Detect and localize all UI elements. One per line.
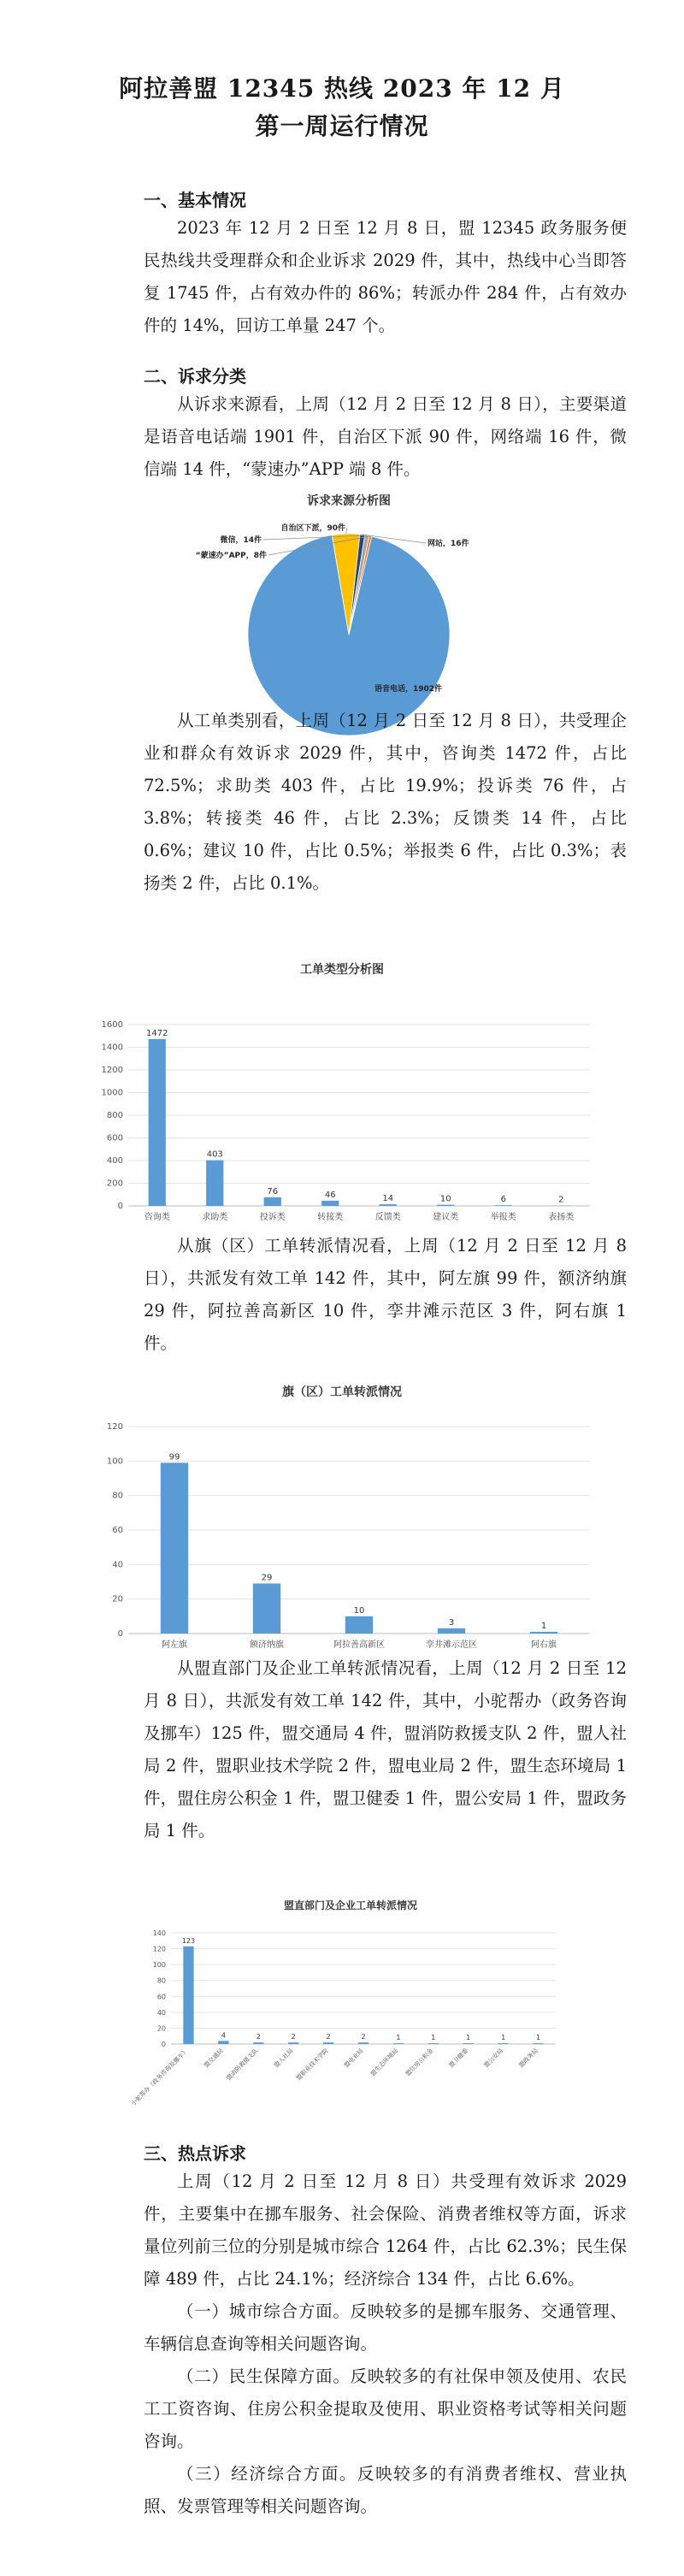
x-category-label: 盟政务局 — [517, 2047, 540, 2070]
y-tick-label: 140 — [152, 1929, 166, 1937]
section2-heading: 二、诉求分类 — [144, 366, 246, 387]
pie-data-label: 微信，14件 — [220, 536, 262, 545]
bar-chart-title: 旗（区）工单转派情况 — [282, 1385, 402, 1399]
x-category-label: 盟卫健委 — [447, 2047, 470, 2070]
y-tick-label: 40 — [112, 1560, 123, 1570]
bar — [288, 2042, 298, 2044]
bar — [161, 1462, 188, 1634]
x-category-label: 表扬类 — [548, 1213, 575, 1222]
x-category-label: 阿拉善高新区 — [333, 1640, 385, 1650]
doc-title-line2: 第一周运行情况 — [255, 112, 429, 140]
bar-chart-title: 工单类型分析图 — [300, 963, 384, 977]
section3-paragraph-economy: （三）经济综合方面。反映较多的有消费者维权、营业执照、发票管理等相关问题咨询。 — [144, 2464, 627, 2516]
bar-data-label: 123 — [181, 1936, 196, 1945]
x-category-label: 建议类 — [433, 1213, 459, 1222]
bar-data-label: 10 — [439, 1194, 451, 1204]
pie-data-label: 自治区下派，90件 — [280, 524, 345, 533]
bar — [380, 1204, 397, 1206]
y-tick-label: 60 — [112, 1526, 123, 1535]
x-category-label: 举报类 — [490, 1213, 516, 1222]
bar-data-label: 46 — [324, 1190, 336, 1200]
bar-data-label: 1 — [540, 1621, 547, 1631]
district-dispatch-bar-chart — [86, 1377, 598, 1659]
bar-data-label: 1 — [396, 2034, 401, 2042]
x-category-label: 盟电业局 — [342, 2047, 365, 2070]
pie-data-label: 网站，16件 — [428, 540, 469, 548]
bar-data-label: 403 — [206, 1149, 223, 1160]
x-category-label: 阿右旗 — [531, 1640, 557, 1650]
bar-data-label: 99 — [168, 1452, 180, 1462]
x-category-label: 盟职业技术学院 — [295, 2047, 330, 2083]
y-tick-label: 120 — [106, 1422, 123, 1432]
bar-data-label: 2 — [361, 2033, 366, 2041]
section1-paragraph: 2023 年 12 月 2 日至 12 月 8 日，盟 12345 政务服务便民热线共受理群众和企业诉求 2029 件，其中，热线中心当即答复 1745 件，占有效办件的 86%；转派办件 284 件，占有效办件的 14%，回访工单量 247 个。 — [144, 218, 627, 335]
bar-data-label: 1 — [501, 2034, 506, 2042]
x-category-label: 盟生态环境局 — [369, 2047, 400, 2078]
section3-paragraph-summary: 上周（12 月 2 日至 12 月 8 日）共受理有效诉求 2029 件，主要集中在挪车服务、社会保险、消费者维权等方面，诉求量位列前三位的分别是城市综合 1264 件，占比 62.3%；民生保障 489 件，占比 24.1%；经济综合 134 件，占比 6.6%。 — [144, 2171, 627, 2289]
bar — [321, 1201, 339, 1206]
pie-data-label: 语音电话，1902件 — [374, 685, 443, 694]
bar-chart-title: 盟直部门及企业工单转派情况 — [283, 1900, 418, 1911]
bar-data-label: 29 — [261, 1573, 273, 1583]
pie-chart-title: 诉求来源分析图 — [307, 494, 391, 508]
bar-data-label: 2 — [558, 1195, 564, 1205]
x-category-label: 转接类 — [317, 1213, 344, 1222]
y-tick-label: 200 — [106, 1179, 123, 1189]
bar-data-label: 10 — [353, 1605, 365, 1616]
x-category-label: 盟人社局 — [273, 2047, 295, 2070]
bar-data-label: 6 — [500, 1195, 506, 1205]
bar — [264, 1197, 281, 1206]
y-tick-label: 120 — [152, 1945, 166, 1953]
bar — [428, 2043, 439, 2044]
bar-data-label: 2 — [326, 2033, 331, 2041]
x-category-label: 盟公安局 — [482, 2047, 505, 2070]
y-tick-label: 600 — [106, 1133, 123, 1143]
x-category-label: 额济纳旗 — [250, 1640, 284, 1650]
bar-data-label: 3 — [448, 1617, 455, 1628]
y-tick-label: 20 — [156, 2024, 166, 2033]
bar — [183, 1947, 193, 2044]
section2-paragraph-type: 从工单类别看，上周（12 月 2 日至 12 月 8 日），共受理企业和群众有效诉求 2029 件，其中，咨询类 1472 件，占比 72.5%；求助类 403 件，占比 19.9%；投诉类 76 件，占 3.8%；转接类 46 件，占比 2.3%；反馈类 14 件，占比 0.6%；建议 10 件，占比 0.5%；举报类 6 件，占比 0.3%；表扬类 2 件，占比 0.1%。 — [144, 711, 627, 893]
y-tick-label: 1400 — [101, 1043, 123, 1053]
bar — [218, 2041, 228, 2044]
y-tick-label: 80 — [112, 1491, 123, 1501]
bar — [495, 1205, 512, 1206]
x-category-label: 投诉类 — [259, 1213, 286, 1222]
x-category-label: 盟住房公积金 — [404, 2047, 435, 2078]
x-category-label: 盟消防救援支队 — [225, 2047, 260, 2083]
bar-data-label: 4 — [221, 2031, 226, 2040]
bar — [358, 2042, 369, 2044]
y-tick-label: 0 — [161, 2041, 166, 2048]
bar — [253, 1584, 280, 1634]
bar — [530, 1632, 557, 1634]
section2-paragraph-source: 从诉求来源看，上周（12 月 2 日至 12 月 8 日），主要渠道是语音电话端 1901 件，自治区下派 90 件，网络端 16 件，微信端 14 件，“蒙速办”APP 端 8 件。 — [144, 394, 627, 479]
x-category-label: 求助类 — [202, 1213, 228, 1222]
bar — [498, 2043, 509, 2044]
x-category-label: 反馈类 — [374, 1213, 401, 1222]
y-tick-label: 1200 — [101, 1066, 123, 1075]
x-category-label: 阿左旗 — [162, 1640, 187, 1650]
y-tick-label: 800 — [106, 1111, 123, 1120]
y-tick-label: 40 — [156, 2008, 166, 2017]
bar-data-label: 1 — [431, 2034, 436, 2042]
y-tick-label: 0 — [117, 1629, 123, 1639]
pie-data-label: “蒙速办”APP，8件 — [195, 552, 267, 560]
section3-heading: 三、热点诉求 — [144, 2143, 246, 2164]
section3-paragraph-urban: （一）城市综合方面。反映较多的是挪车服务、交通管理、车辆信息查询等相关问题咨询。 — [144, 2301, 627, 2354]
x-category-label: 小驼帮办（政务咨询及挪车） — [129, 2047, 190, 2107]
bar — [206, 1161, 223, 1206]
pie-leader-line — [346, 528, 347, 534]
bar — [393, 2043, 404, 2044]
bar — [323, 2042, 333, 2044]
x-category-label: 孪井滩示范区 — [426, 1640, 477, 1650]
bar — [438, 1628, 465, 1634]
y-tick-label: 100 — [152, 1961, 166, 1970]
section3-paragraph-livelihood: （二）民生保障方面。反映较多的有社保申领及使用、农民工工资咨询、住房公积金提取及使用、职业资格考试等相关问题咨询。 — [144, 2366, 627, 2451]
y-tick-label: 1600 — [101, 1020, 123, 1030]
y-tick-label: 20 — [112, 1594, 123, 1604]
bar — [149, 1039, 166, 1206]
section2-paragraph-district: 从旗（区）工单转派情况看，上周（12 月 2 日至 12 月 8 日），共派发有效工单 142 件，其中，阿左旗 99 件，额济纳旗 29 件，阿拉善高新区 10 件，孪井滩示范区 3 件，阿右旗 1 件。 — [144, 1236, 627, 1353]
bar — [345, 1616, 373, 1634]
section2-paragraph-department: 从盟直部门及企业工单转派情况看，上周（12 月 2 日至 12 月 8 日），共派发有效工单 142 件，其中，小驼帮办（政务咨询及挪车）125 件，盟交通局 4 件，盟消防救援支队 2 件，盟人社局 2 件，盟职业技术学院 2 件，盟电业局 2 件，盟生态环境局 1 件，盟住房公积金 1 件，盟卫健委 1 件，盟公安局 1 件，盟政务局 1 件。 — [144, 1658, 627, 1840]
bar-data-label: 14 — [382, 1194, 394, 1204]
x-category-label: 咨询类 — [144, 1213, 170, 1222]
ticket-type-bar-chart — [86, 949, 598, 1232]
bar-data-label: 1 — [535, 2034, 541, 2042]
department-dispatch-bar-chart — [129, 1897, 564, 2111]
y-tick-label: 1000 — [101, 1088, 123, 1098]
y-tick-label: 80 — [156, 1976, 166, 1985]
bar-data-label: 2 — [256, 2033, 261, 2041]
doc-title-line1: 阿拉善盟 12345 热线 2023 年 12 月 — [119, 74, 565, 103]
section1-heading: 一、基本情况 — [144, 190, 246, 210]
y-tick-label: 100 — [106, 1456, 123, 1467]
bar — [463, 2043, 474, 2044]
bar-data-label: 76 — [267, 1186, 279, 1196]
bar-data-label: 2 — [291, 2033, 296, 2041]
x-category-label: 盟交通局 — [203, 2047, 225, 2070]
bar-data-label: 1 — [466, 2034, 471, 2042]
bar — [533, 2043, 543, 2044]
y-tick-label: 400 — [106, 1156, 123, 1166]
bar-data-label: 1472 — [146, 1028, 168, 1038]
y-tick-label: 0 — [117, 1202, 123, 1211]
bar — [253, 2042, 263, 2044]
y-tick-label: 60 — [156, 1993, 166, 2001]
bar — [437, 1205, 454, 1206]
